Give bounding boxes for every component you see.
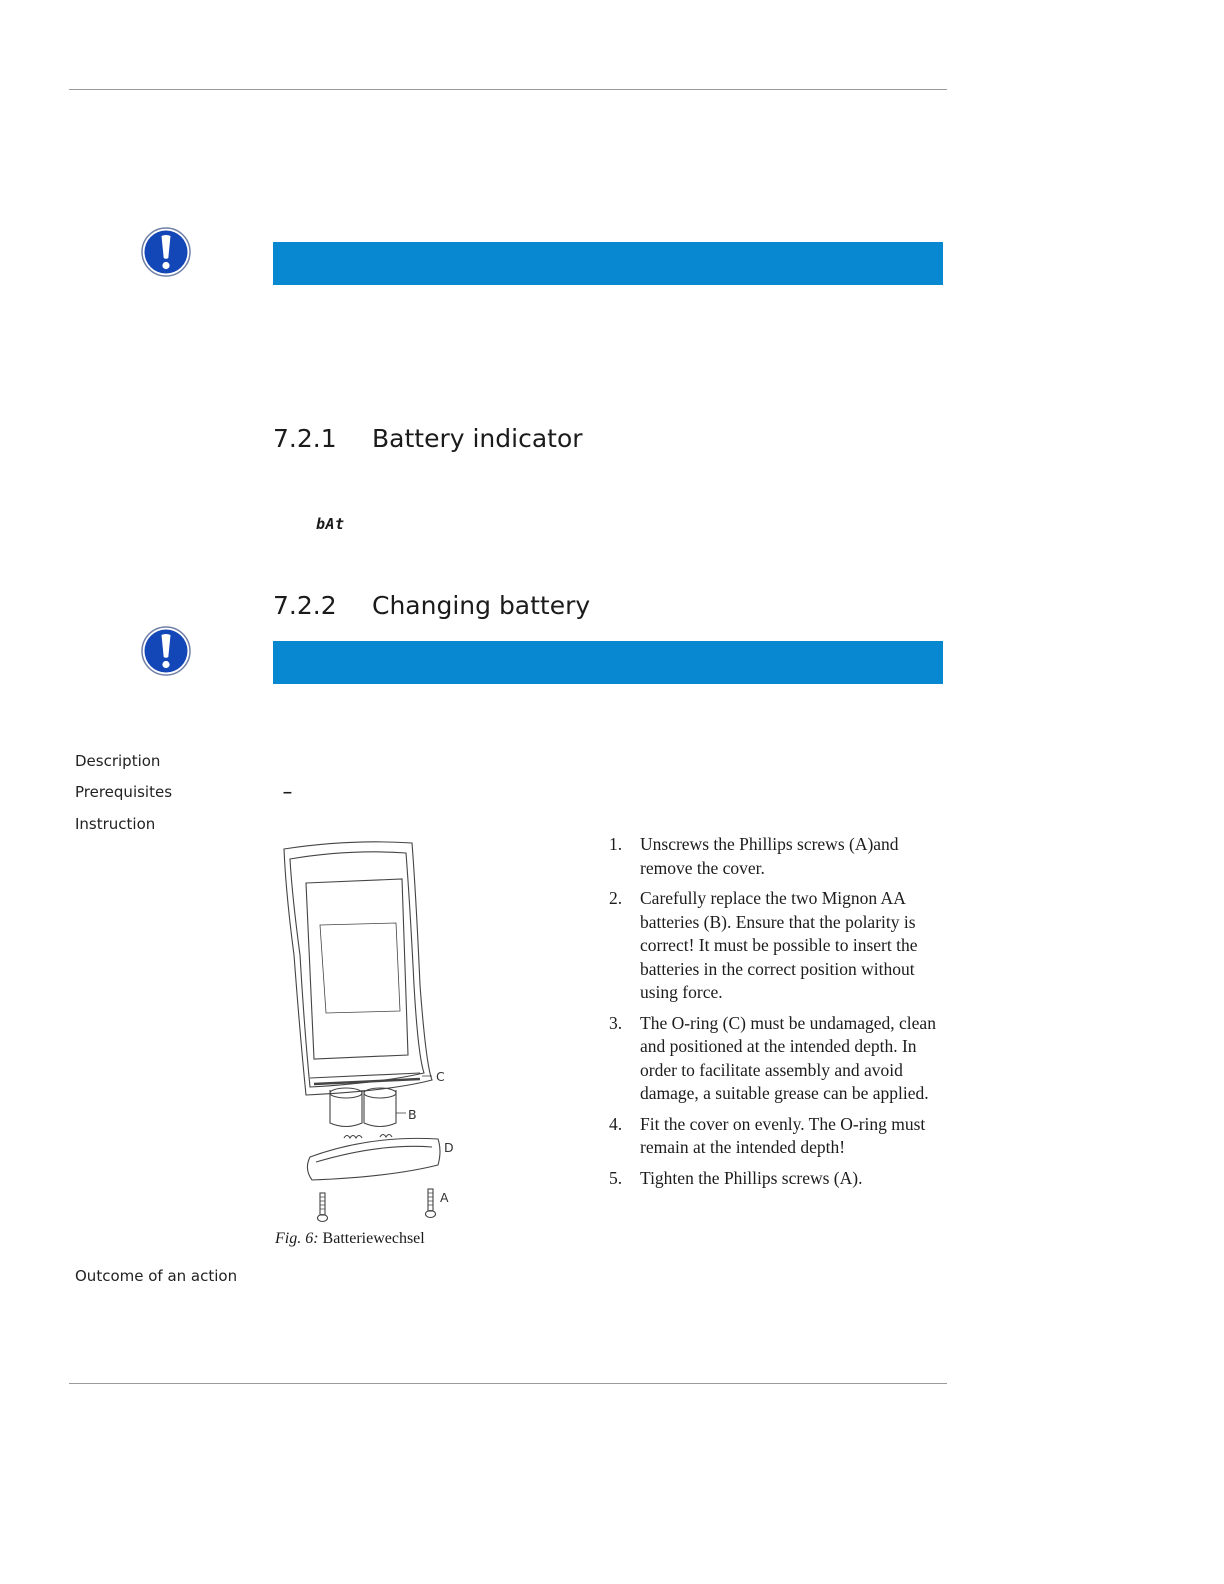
- step-item: [609, 887, 944, 1005]
- step-text: Tighten the Phillips screws (A).: [640, 1167, 863, 1188]
- figure-caption-text: Batteriewechsel: [322, 1230, 425, 1247]
- battery-display-code: bAt: [316, 515, 345, 533]
- step-item: [609, 1167, 944, 1191]
- figure-caption-prefix: Fig. 6:: [275, 1230, 319, 1247]
- label-instruction: Instruction: [75, 815, 156, 833]
- battery-change-illustration: [270, 835, 470, 1230]
- step-text: Fit the cover on evenly. The O-ring must remain at the intended depth!: [640, 1113, 926, 1157]
- step-number: 3.: [609, 1012, 623, 1033]
- notice-banner: [273, 641, 943, 684]
- header-rule: [69, 89, 947, 90]
- label-prerequisites: Prerequisites: [75, 783, 173, 801]
- label-a: A: [440, 1190, 449, 1205]
- section-title: Battery indicator: [372, 424, 583, 453]
- step-item: [609, 1012, 944, 1106]
- label-description: Description: [75, 752, 161, 770]
- important-notice-icon: [141, 626, 191, 676]
- step-text: Carefully replace the two Mignon AA batteries (B). Ensure that the polarity is correct! It must be possible to insert the batteries in the correct position without using force.: [640, 888, 918, 1002]
- step-item: [609, 833, 944, 880]
- step-number: 5.: [609, 1167, 623, 1188]
- instruction-steps: [609, 833, 944, 1197]
- figure-caption: [275, 1230, 425, 1248]
- label-outcome: Outcome of an action: [75, 1267, 238, 1285]
- step-item: [609, 1113, 944, 1160]
- step-text: Unscrews the Phillips screws (A)and remove the cover.: [640, 834, 899, 878]
- notice-banner: [273, 242, 943, 285]
- section-heading-changing-battery: [273, 591, 590, 620]
- label-b: B: [408, 1107, 417, 1122]
- section-number: 7.2.2: [273, 591, 337, 620]
- step-number: 2.: [609, 888, 623, 908]
- important-notice-icon: [141, 227, 191, 277]
- section-heading-battery-indicator: [273, 424, 583, 453]
- prerequisites-value: –: [283, 784, 292, 801]
- step-text: The O-ring (C) must be undamaged, clean and positioned at the intended depth. In order to facilitate assembly and avoid damage, a suitable grease can be applied.: [640, 1012, 936, 1103]
- footer-rule: [69, 1383, 947, 1384]
- label-d: D: [444, 1140, 454, 1155]
- section-title: Changing battery: [372, 591, 591, 620]
- step-number: 1.: [609, 834, 623, 854]
- label-c: C: [436, 1069, 445, 1084]
- section-number: 7.2.1: [273, 424, 337, 453]
- step-number: 4.: [609, 1113, 623, 1134]
